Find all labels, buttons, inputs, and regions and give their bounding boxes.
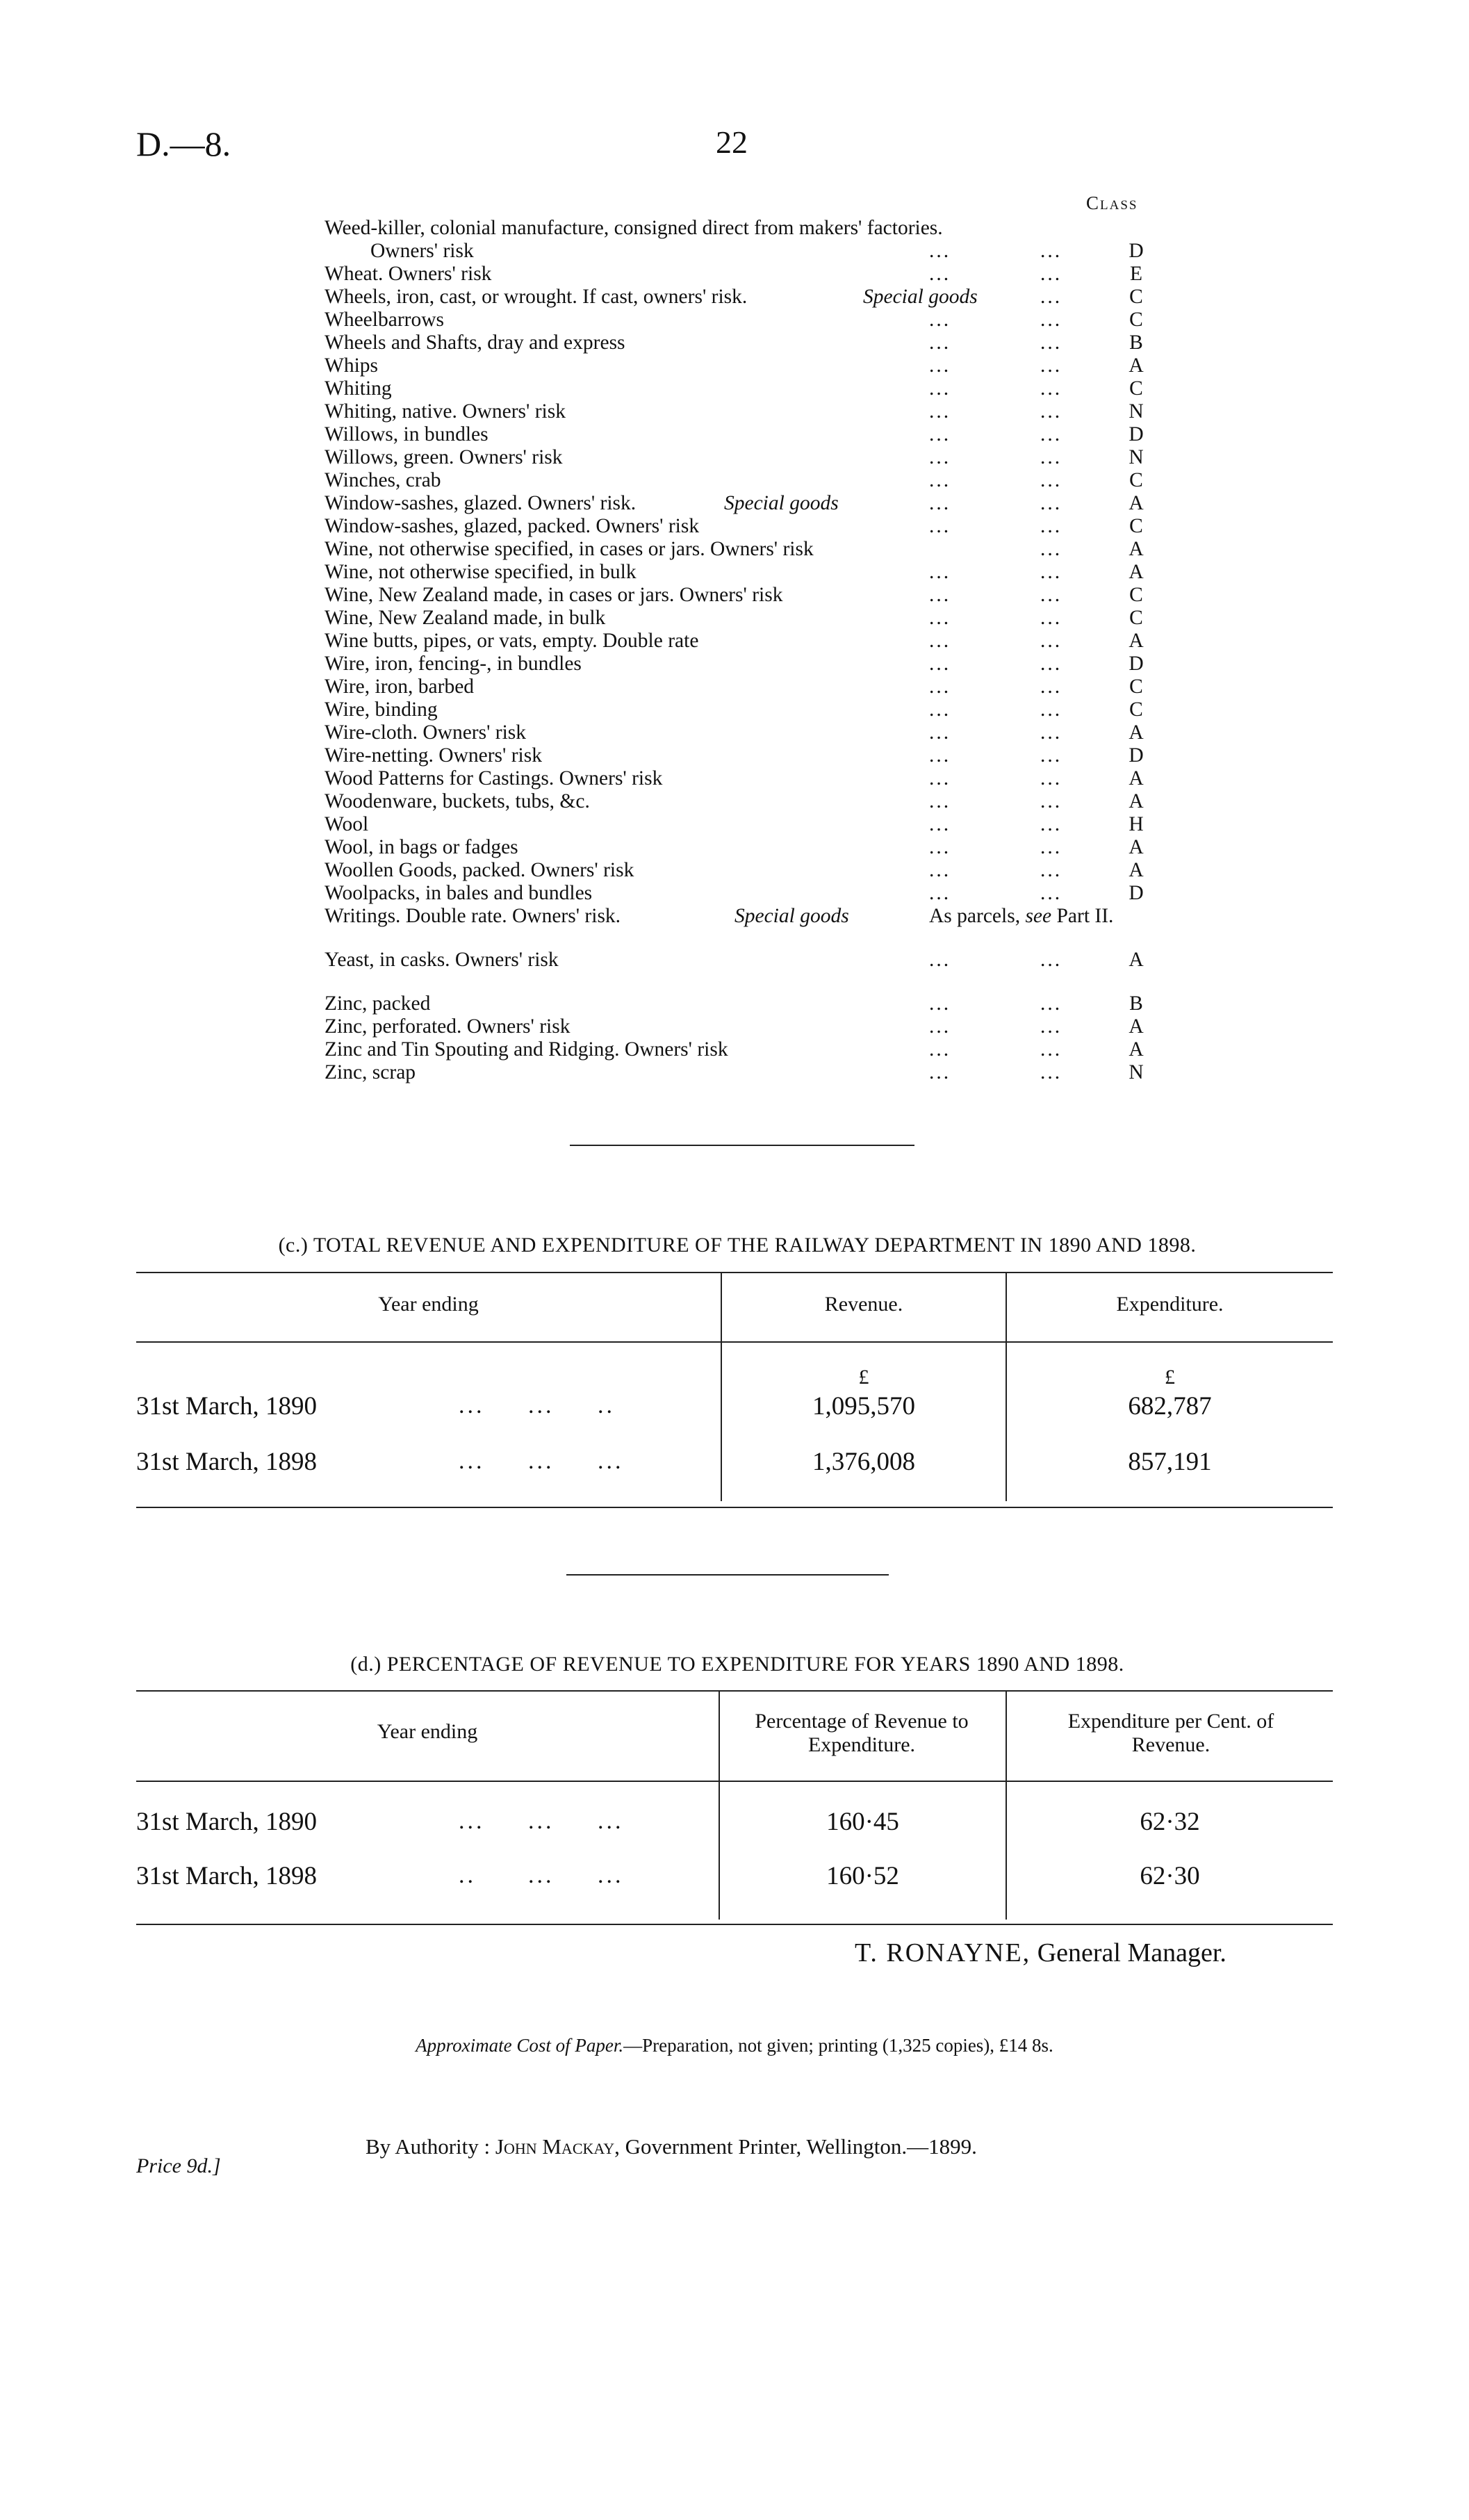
dot-leader: ... — [929, 309, 951, 331]
dot-leader: .. ... ... — [459, 1863, 624, 1888]
table-row-year: 31st March, 1898 — [136, 1448, 317, 1476]
list-item — [325, 400, 1172, 423]
list-item — [325, 653, 1172, 676]
list-item — [325, 217, 1172, 240]
goods-description: Whips — [325, 354, 379, 377]
dot-leader: ... — [929, 767, 951, 789]
dot-leader: ... ... ... — [459, 1448, 624, 1474]
dot-leader: ... — [929, 469, 951, 491]
dot-leader: ... — [929, 446, 951, 468]
dot-leader: ... — [1040, 1015, 1062, 1038]
currency-symbol: £ — [858, 1366, 869, 1389]
table-row-revenue: 1,095,570 — [812, 1392, 915, 1421]
dot-leader: ... — [929, 515, 951, 537]
page-number: 22 — [716, 124, 748, 160]
table-row-year: 31st March, 1890 — [136, 1808, 317, 1836]
dot-leader: ... — [1040, 676, 1062, 698]
approx-cost-text: —Preparation, not given; printing (1,325 copies), £14 8s. — [623, 2035, 1053, 2056]
table-row-pct-revenue: 160·45 — [826, 1808, 899, 1836]
goods-description: Wire-netting. Owners' risk — [325, 744, 542, 767]
goods-class: C — [1129, 698, 1143, 721]
goods-class: A — [1129, 354, 1144, 377]
list-item — [325, 905, 1172, 928]
parcels-note — [929, 905, 1113, 928]
table-d-header-exp-per-cent: Expenditure per Cent. of Revenue. — [1067, 1710, 1274, 1756]
list-item — [325, 332, 1172, 354]
dot-leader: ... — [929, 561, 951, 583]
dot-leader: ... — [929, 790, 951, 812]
goods-class: A — [1129, 949, 1144, 971]
dot-leader: ... — [1040, 630, 1062, 652]
dot-leader: ... — [1040, 446, 1062, 468]
goods-description: Whiting — [325, 377, 392, 400]
dot-leader: ... — [929, 423, 951, 445]
goods-description: Willows, green. Owners' risk — [325, 446, 563, 468]
table-row-year: 31st March, 1898 — [136, 1862, 317, 1890]
goods-description: Winches, crab — [325, 469, 441, 491]
goods-description: Woollen Goods, packed. Owners' risk — [325, 859, 634, 881]
dot-leader: ... — [929, 992, 951, 1015]
table-row-year: 31st March, 1890 — [136, 1392, 317, 1421]
dot-leader: ... — [1040, 767, 1062, 789]
dot-leader: ... — [929, 676, 951, 698]
goods-class: C — [1129, 676, 1143, 698]
list-item — [325, 721, 1172, 744]
dot-leader: ... — [929, 1015, 951, 1038]
goods-description: Weed-killer, colonial manufacture, consigned direct from makers' factories. — [325, 217, 943, 239]
price: Price 9d.] — [136, 2154, 221, 2177]
table-c-header-expenditure: Expenditure. — [1116, 1293, 1224, 1316]
table-d-bottom-rule — [136, 1924, 1333, 1925]
list-item — [325, 240, 1172, 263]
list-item — [325, 538, 1172, 561]
dot-leader: ... ... .. — [459, 1393, 615, 1418]
table-row-pct-revenue: 160·52 — [826, 1862, 899, 1890]
authority-prefix: By Authority : — [366, 2134, 491, 2159]
dot-leader: ... — [1040, 240, 1062, 262]
printer-name: John Mackay — [495, 2134, 615, 2159]
dot-leader: ... — [1040, 653, 1062, 675]
dot-leader: ... — [929, 607, 951, 629]
goods-class: D — [1129, 882, 1144, 904]
list-item — [325, 377, 1172, 400]
list-item — [325, 492, 1172, 515]
dot-leader: ... — [1040, 949, 1062, 971]
goods-description: Wire, iron, barbed — [325, 676, 475, 698]
goods-class: N — [1129, 400, 1144, 423]
approximate-cost-note — [0, 2035, 1469, 2056]
goods-class: D — [1129, 423, 1144, 445]
dot-leader: ... — [1040, 400, 1062, 423]
goods-class: B — [1129, 332, 1143, 354]
goods-class: A — [1129, 538, 1144, 560]
goods-description: Zinc and Tin Spouting and Ridging. Owners' risk — [325, 1038, 728, 1061]
table-d-header-percentage: Percentage of Revenue to Expenditure. — [755, 1710, 969, 1756]
dot-leader: ... — [1040, 309, 1062, 331]
list-item — [325, 882, 1172, 905]
goods-class: A — [1129, 1015, 1144, 1038]
dot-leader: ... — [1040, 744, 1062, 767]
list-item — [325, 836, 1172, 859]
list-item — [325, 584, 1172, 607]
dot-leader: ... — [1040, 790, 1062, 812]
goods-description: Whiting, native. Owners' risk — [325, 400, 566, 423]
list-item — [325, 790, 1172, 813]
goods-description: Zinc, scrap — [325, 1061, 416, 1083]
goods-description: Yeast, in casks. Owners' risk — [325, 949, 559, 971]
goods-description: Wool — [325, 813, 369, 835]
dot-leader: ... — [929, 744, 951, 767]
goods-description: Wine butts, pipes, or vats, empty. Double rate — [325, 630, 699, 652]
dot-leader: ... — [1040, 377, 1062, 400]
goods-class: N — [1129, 1061, 1144, 1083]
dot-leader: ... — [929, 240, 951, 262]
dot-leader: ... — [929, 332, 951, 354]
goods-description: Owners' risk — [370, 240, 474, 262]
goods-description: Wine, not otherwise specified, in cases or jars. Owners' risk — [325, 538, 814, 560]
list-item — [325, 698, 1172, 721]
dot-leader: ... ... ... — [459, 1808, 624, 1834]
table-row-expenditure: 682,787 — [1128, 1392, 1212, 1421]
table-c-header-revenue: Revenue. — [824, 1293, 903, 1316]
list-item — [325, 354, 1172, 377]
dot-leader: ... — [1040, 354, 1062, 377]
list-item — [325, 992, 1172, 1015]
dot-leader: ... — [1040, 492, 1062, 514]
dot-leader: ... — [1040, 698, 1062, 721]
special-goods-note: Special goods — [734, 905, 849, 927]
goods-description: Writings. Double rate. Owners' risk. — [325, 905, 621, 927]
dot-leader: ... — [1040, 1061, 1062, 1083]
dot-leader: ... — [929, 1061, 951, 1083]
list-item — [325, 1015, 1172, 1038]
list-item — [325, 607, 1172, 630]
section-divider — [570, 1145, 914, 1146]
dot-leader: ... — [1040, 332, 1062, 354]
table-row-expenditure: 857,191 — [1128, 1448, 1212, 1476]
dot-leader: ... — [929, 492, 951, 514]
dot-leader: ... — [929, 859, 951, 881]
goods-description: Woodenware, buckets, tubs, &c. — [325, 790, 590, 812]
signature-block — [855, 1938, 1226, 1968]
dot-leader: ... — [929, 813, 951, 835]
goods-classification-list — [325, 217, 1172, 1084]
goods-description: Wine, New Zealand made, in bulk — [325, 607, 606, 629]
approx-cost-label: Approximate Cost of Paper. — [416, 2035, 624, 2056]
table-c-header-year: Year ending — [378, 1293, 479, 1316]
goods-description: Wheels, iron, cast, or wrought. If cast, owners' risk. — [325, 286, 748, 308]
dot-leader: ... — [1040, 286, 1062, 308]
dot-leader: ... — [929, 630, 951, 652]
goods-class: A — [1129, 767, 1144, 789]
list-item — [325, 1061, 1172, 1084]
dot-leader: ... — [1040, 561, 1062, 583]
list-item — [325, 676, 1172, 698]
goods-class: A — [1129, 1038, 1144, 1061]
goods-class: A — [1129, 492, 1144, 514]
goods-description: Zinc, perforated. Owners' risk — [325, 1015, 571, 1038]
goods-description: Window-sashes, glazed, packed. Owners' risk — [325, 515, 700, 537]
goods-class: C — [1129, 607, 1143, 629]
goods-description: Wheat. Owners' risk — [325, 263, 492, 285]
printer-imprint — [366, 2134, 977, 2159]
parcels-part: Part II. — [1056, 905, 1114, 927]
goods-class: N — [1129, 446, 1144, 468]
goods-class: C — [1129, 309, 1143, 331]
goods-class: C — [1129, 286, 1143, 308]
dot-leader: ... — [1040, 538, 1062, 560]
table-d-header-year: Year ending — [377, 1720, 478, 1743]
section-divider — [566, 1574, 889, 1576]
dot-leader: ... — [1040, 423, 1062, 445]
table-row-revenue: 1,376,008 — [812, 1448, 915, 1476]
goods-description: Wine, not otherwise specified, in bulk — [325, 561, 637, 583]
dot-leader: ... — [929, 721, 951, 744]
dot-leader: ... — [929, 354, 951, 377]
dot-leader: ... — [1040, 1038, 1062, 1061]
currency-symbol: £ — [1165, 1366, 1175, 1389]
goods-description: Zinc, packed — [325, 992, 431, 1015]
dot-leader: ... — [929, 377, 951, 400]
list-item — [325, 949, 1172, 972]
list-item — [325, 423, 1172, 446]
dot-leader: ... — [1040, 992, 1062, 1015]
goods-description: Wheels and Shafts, dray and express — [325, 332, 625, 354]
signatory-title: General Manager. — [1037, 1938, 1226, 1967]
goods-class: A — [1129, 561, 1144, 583]
goods-description: Woolpacks, in bales and bundles — [325, 882, 593, 904]
dot-leader: ... — [929, 584, 951, 606]
goods-class: C — [1129, 584, 1143, 606]
list-item — [325, 515, 1172, 538]
table-c-title: (c.) TOTAL REVENUE AND EXPENDITURE OF THE RAILWAY DEPARTMENT IN 1890 AND 1898. — [278, 1234, 1197, 1257]
goods-description: Wheelbarrows — [325, 309, 445, 331]
table-c-header-rule — [136, 1341, 1333, 1343]
goods-class: H — [1129, 813, 1144, 835]
dot-leader: ... — [1040, 836, 1062, 858]
parcels-text: As parcels, — [929, 905, 1021, 927]
goods-class: D — [1129, 240, 1144, 262]
dot-leader: ... — [929, 400, 951, 423]
class-column-heading: Class — [1086, 193, 1138, 213]
special-goods-note: Special goods — [863, 286, 978, 308]
goods-class: A — [1129, 721, 1144, 744]
goods-class: D — [1129, 744, 1144, 767]
list-item — [325, 286, 1172, 309]
list-item — [325, 446, 1172, 469]
goods-description: Wood Patterns for Castings. Owners' risk — [325, 767, 663, 789]
dot-leader: ... — [929, 653, 951, 675]
dot-leader: ... — [929, 882, 951, 904]
dot-leader: ... — [1040, 469, 1062, 491]
list-item — [325, 767, 1172, 790]
goods-description: Window-sashes, glazed. Owners' risk. — [325, 492, 637, 514]
goods-description: Wool, in bags or fadges — [325, 836, 518, 858]
dot-leader: ... — [1040, 584, 1062, 606]
dot-leader: ... — [1040, 882, 1062, 904]
goods-class: A — [1129, 859, 1144, 881]
table-row-exp-pct: 62·30 — [1140, 1862, 1200, 1890]
goods-class: B — [1129, 992, 1143, 1015]
document-reference: D.—8. — [136, 124, 231, 163]
goods-class: A — [1129, 790, 1144, 812]
goods-description: Willows, in bundles — [325, 423, 489, 445]
table-d-header-rule — [136, 1781, 1333, 1782]
dot-leader: ... — [929, 836, 951, 858]
authority-suffix: , Government Printer, Wellington.—1899. — [614, 2134, 977, 2159]
list-item — [325, 309, 1172, 332]
dot-leader: ... — [929, 263, 951, 285]
list-item — [325, 561, 1172, 584]
parcels-see: see — [1025, 905, 1052, 927]
table-row-exp-pct: 62·32 — [1140, 1808, 1200, 1836]
goods-class: A — [1129, 630, 1144, 652]
list-item — [325, 1038, 1172, 1061]
dot-leader: ... — [929, 1038, 951, 1061]
list-item — [325, 630, 1172, 653]
table-c-top-rule — [136, 1272, 1333, 1273]
goods-class: C — [1129, 515, 1143, 537]
list-item — [325, 859, 1172, 882]
dot-leader: ... — [1040, 515, 1062, 537]
goods-class: E — [1129, 263, 1143, 285]
goods-class: A — [1129, 836, 1144, 858]
table-d-title: (d.) PERCENTAGE OF REVENUE TO EXPENDITURE FOR YEARS 1890 AND 1898. — [350, 1653, 1124, 1676]
goods-description: Wine, New Zealand made, in cases or jars. Owners' risk — [325, 584, 783, 606]
special-goods-note: Special goods — [724, 492, 839, 514]
dot-leader: ... — [1040, 859, 1062, 881]
dot-leader: ... — [929, 698, 951, 721]
goods-description: Wire-cloth. Owners' risk — [325, 721, 527, 744]
table-d-top-rule — [136, 1690, 1333, 1692]
dot-leader: ... — [1040, 607, 1062, 629]
goods-class: C — [1129, 469, 1143, 491]
goods-description: Wire, iron, fencing-, in bundles — [325, 653, 582, 675]
goods-class: C — [1129, 377, 1143, 400]
table-c-bottom-rule — [136, 1507, 1333, 1508]
goods-class: D — [1129, 653, 1144, 675]
dot-leader: ... — [1040, 263, 1062, 285]
dot-leader: ... — [1040, 721, 1062, 744]
dot-leader: ... — [929, 949, 951, 971]
list-item — [325, 263, 1172, 286]
list-item — [325, 469, 1172, 492]
list-item — [325, 813, 1172, 836]
goods-description: Wire, binding — [325, 698, 438, 721]
dot-leader: ... — [1040, 813, 1062, 835]
signatory-name: T. RONAYNE, — [855, 1938, 1031, 1967]
list-item — [325, 744, 1172, 767]
